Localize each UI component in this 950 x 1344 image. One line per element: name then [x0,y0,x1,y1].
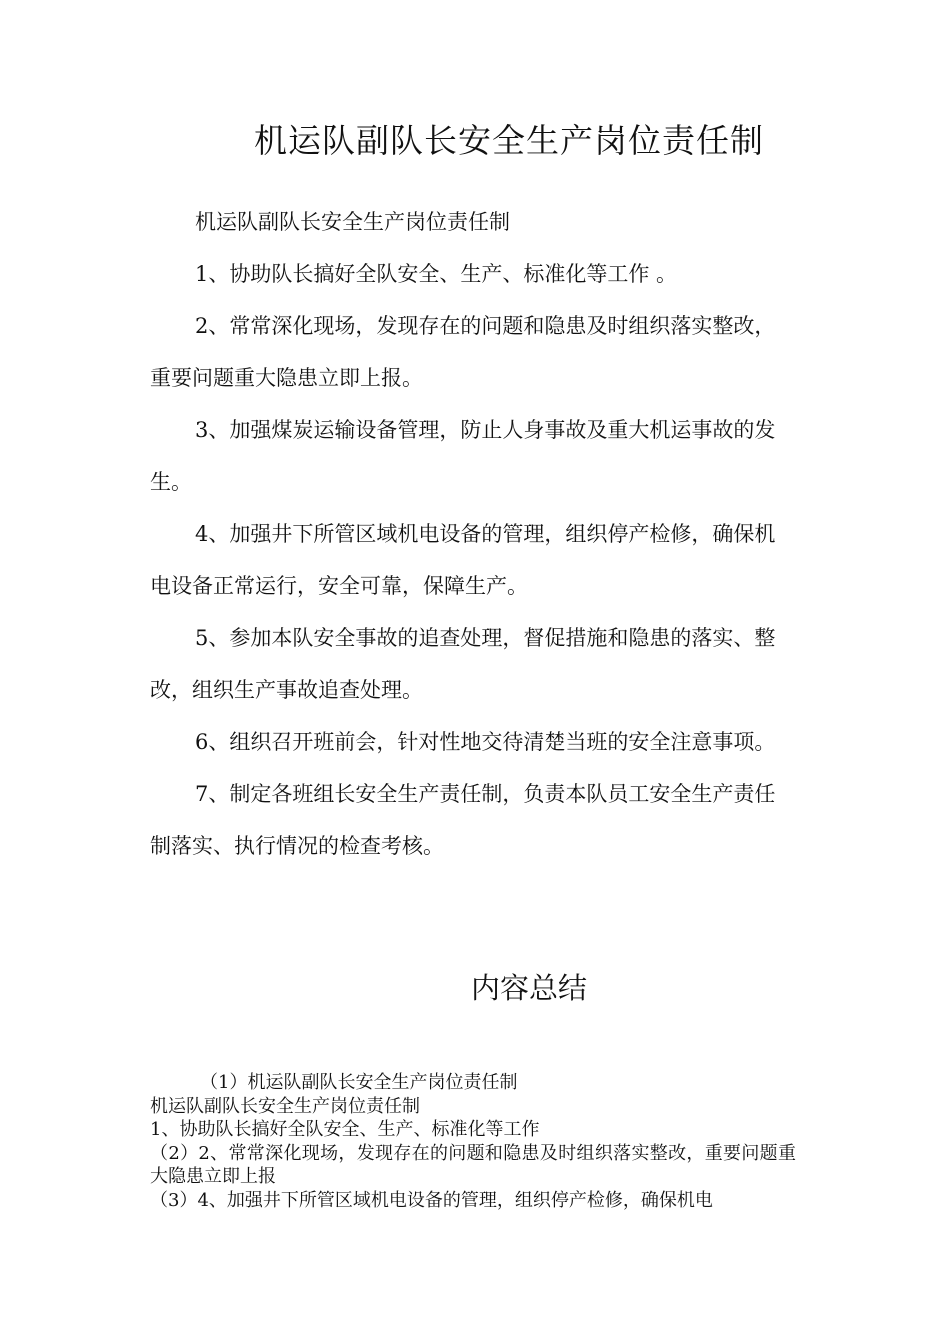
document-title: 机运队副队长安全生产岗位责任制 [254,121,764,160]
summary-line-2: 机运队副队长安全生产岗位责任制 [150,1095,420,1117]
summary-heading: 内容总结 [470,971,587,1005]
body-paragraph-7: 7、制定各班组长安全生产责任制，负责本队员工安全生产责任制落实、执行情况的检查考核。 [150,782,776,858]
body-paragraph-5: 5、参加本队安全事故的追查处理，督促措施和隐患的落实、整改，组织生产事故追查处理。 [150,626,776,702]
body-paragraph-6: 6、组织召开班前会，针对性地交待清楚当班的安全注意事项。 [195,730,776,754]
summary-line-4: （2）2、常常深化现场，发现存在的问题和隐患及时组织落实整改，重要问题重大隐患立即上报 [150,1142,796,1187]
body-paragraph-2: 2、常常深化现场，发现存在的问题和隐患及时组织落实整改，重要问题重大隐患立即上报。 [150,314,776,390]
summary-line-5: （3）4、加强井下所管区域机电设备的管理，组织停产检修，确保机电 [150,1189,713,1211]
body-paragraph-1: 1、协助队长搞好全队安全、生产、标准化等工作 。 [195,262,678,286]
summary-line-1: （1）机运队副队长安全生产岗位责任制 [200,1072,518,1093]
summary-line-3: 1、协助队长搞好全队安全、生产、标准化等工作 [150,1119,540,1140]
summary-section [150,1071,796,1212]
body-paragraph-4: 4、加强井下所管区域机电设备的管理，组织停产检修，确保机电设备正常运行，安全可靠，保障生产。 [150,522,776,598]
body-paragraph-3: 3、加强煤炭运输设备管理，防止人身事故及重大机运事故的发生。 [150,418,776,494]
document-body [150,196,792,872]
body-paragraph-heading: 机运队副队长安全生产岗位责任制 [195,210,510,234]
